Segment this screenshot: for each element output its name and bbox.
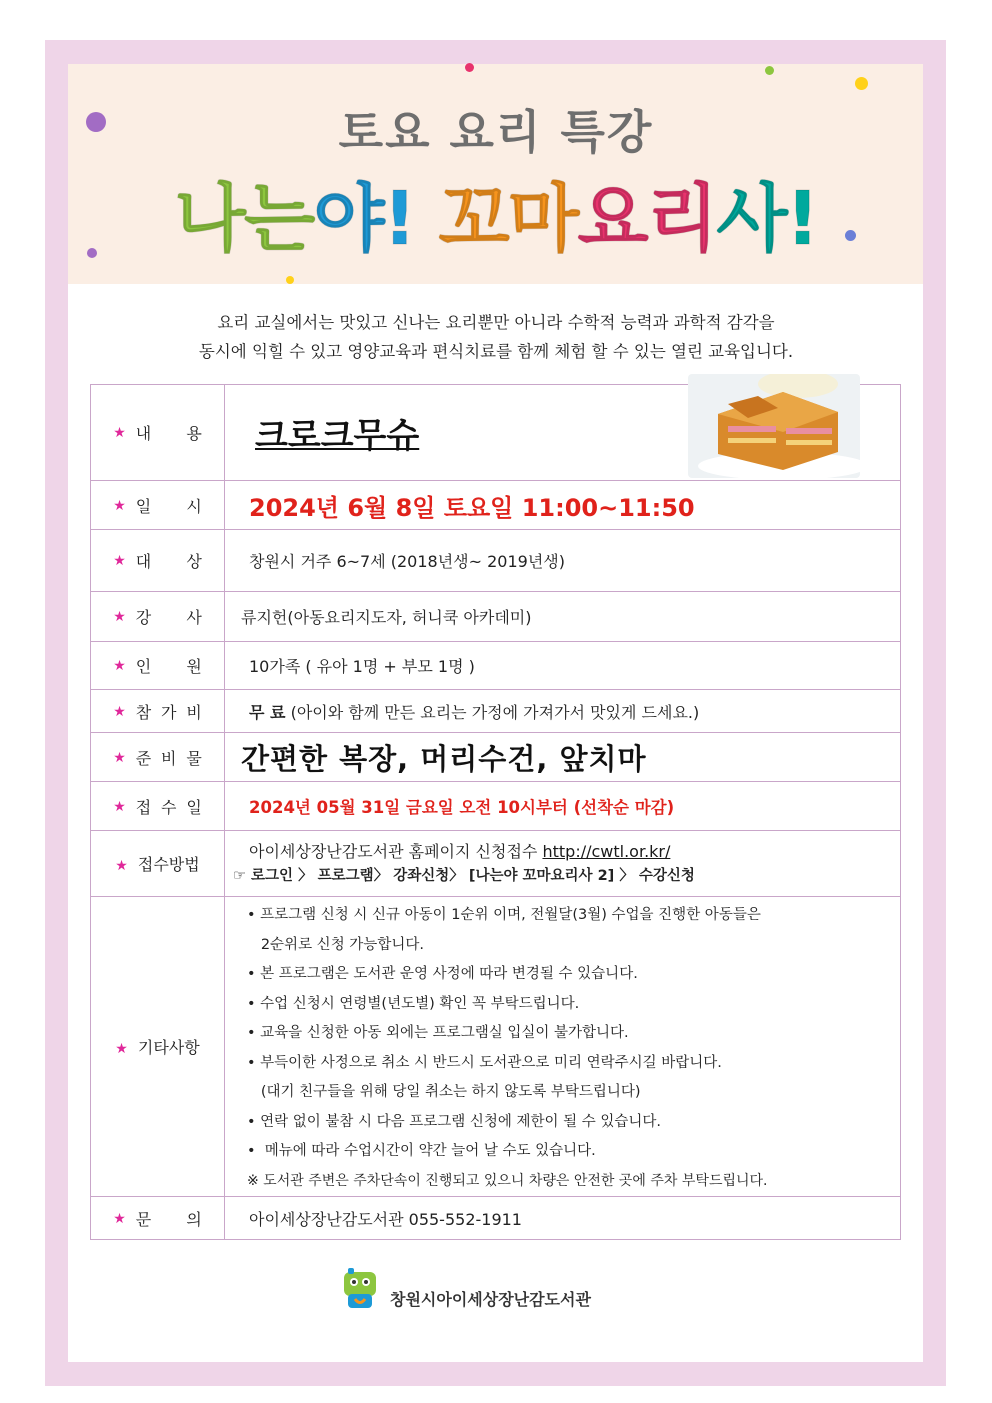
event-datetime: 2024년 6월 8일 토요일 11:00~11:50 [249,493,695,522]
row-headcount [91,642,901,690]
note-item: • 수업 신청시 연령별(년도별) 확인 꼭 부탁드립니다. [247,995,580,1012]
note-item: • 연락 없이 불참 시 다음 프로그램 신청에 제한이 될 수 있습니다. [247,1113,662,1130]
apply-steps: ☞ 로그인 〉 프로그램〉 강좌신청〉 [나는야 꼬마요리사 2] 〉 수강신청 [233,867,695,884]
fee-note: (아이와 함께 만든 요리는 가정에 가져가서 맛있게 드세요.) [285,702,700,722]
decor-dot [855,77,868,90]
row-apply-method [91,831,901,897]
note-item: 2순위로 신청 가능합니다. [247,936,424,953]
row-target [91,530,901,592]
event-subtitle: 토요 요리 특강 [338,105,654,159]
star-icon: ★ [113,1210,126,1227]
title-part: 야! [313,176,415,262]
row-value [225,782,901,831]
intro-line: 요리 교실에서는 맛있고 신나는 요리뿐만 아니라 수학적 능력과 과학적 감각을 [217,313,775,332]
note-item: (대기 친구들을 위해 당일 취소는 하지 않도록 부탁드립니다) [247,1084,641,1100]
apply-method-text: 아이세상장난감도서관 홈페이지 신청접수 [249,841,543,861]
title-part: 나는 [174,176,314,262]
row-apply-date [91,782,901,831]
title-part: 꼬마 [438,176,578,262]
note-item: ※ 도서관 주변은 주차단속이 진행되고 있으니 차량은 안전한 곳에 주차 부탁드립니다. [247,1172,768,1189]
prep-items: 간편한 복장, 머리수건, 앞치마 [241,741,647,776]
row-label: ★ 문 의 [91,1197,225,1240]
row-value [225,831,901,897]
row-label: ★ 접 수 일 [91,782,225,831]
star-icon: ★ [113,749,126,766]
library-logo [338,1266,638,1316]
row-fee [91,690,901,733]
row-value: 아이세상장난감도서관 055-552-1911 [225,1197,901,1240]
library-name: 창원시아이세상장난감도서관 [390,1290,591,1309]
star-icon: ★ [113,658,126,674]
apply-date: 2024년 05월 31일 금요일 오전 10시부터 (선착순 마감) [249,798,675,817]
event-title [0,160,992,266]
row-value: 류지헌(아동요리지도자, 허니쿡 아카데미) [225,592,901,642]
library-mascot-icon [338,1266,382,1310]
intro-line: 동시에 익힐 수 있고 영양교육과 편식치료를 함께 체험 할 수 있는 열린 교육입니다. [198,342,794,361]
row-datetime [91,481,901,530]
note-item: • 프로그램 신청 시 신규 아동이 1순위 이며, 전월달(3월) 수업을 진행한 아동들은 [247,907,761,923]
title-part: 사! [716,176,818,262]
row-label: ★ 참 가 비 [91,690,225,733]
note-item: • 교육을 신청한 아동 외에는 프로그램실 입실이 불가합니다. [247,1025,629,1041]
row-instructor [91,592,901,642]
row-label: ★ 일 시 [91,481,225,530]
row-label: ★ 대 상 [91,530,225,592]
note-item: • 부득이한 사정으로 취소 시 반드시 도서관으로 미리 연락주시길 바랍니다. [247,1054,722,1071]
row-notes [91,897,901,1197]
row-inquiry [91,1197,901,1240]
row-value: 10가족 ( 유아 1명 + 부모 1명 ) [225,642,901,690]
row-prep [91,733,901,782]
note-item: • 본 프로그램은 도서관 운영 사정에 따라 변경될 수 있습니다. [247,966,638,982]
note-item: • 메뉴에 따라 수업시간이 약간 늘어 날 수도 있습니다. [247,1143,596,1159]
row-label: ★ 준 비 물 [91,733,225,782]
star-icon: ★ [113,609,126,625]
decor-dot [286,276,294,284]
notes-list [247,897,900,1196]
star-icon: ★ [115,858,128,874]
row-label: ★ 접수방법 [91,831,225,897]
info-table [90,384,901,1240]
row-label: ★ 인 원 [91,642,225,690]
row-label: ★ 기타사항 [91,897,225,1197]
homepage-link[interactable]: http://cwtl.or.kr/ [542,841,671,861]
star-icon: ★ [115,1041,128,1057]
star-icon: ★ [113,553,126,569]
row-label: ★ 내 용 [91,385,225,481]
star-icon: ★ [113,798,126,815]
star-icon: ★ [113,497,126,514]
row-value [225,897,901,1197]
row-value [225,733,901,782]
intro-text [100,308,892,366]
row-value [225,690,901,733]
decor-dot [465,63,474,72]
title-part: 요리 [577,176,717,262]
menu-title: 크로크무슈 [255,416,420,456]
row-value [225,481,901,530]
decor-dot [765,66,774,75]
star-icon: ★ [113,425,126,441]
row-value: 창원시 거주 6~7세 (2018년생~ 2019년생) [225,530,901,592]
croque-monsieur-photo [688,374,860,478]
star-icon: ★ [113,703,126,720]
row-label: ★ 강 사 [91,592,225,642]
fee-free: 무 료 [249,702,286,722]
